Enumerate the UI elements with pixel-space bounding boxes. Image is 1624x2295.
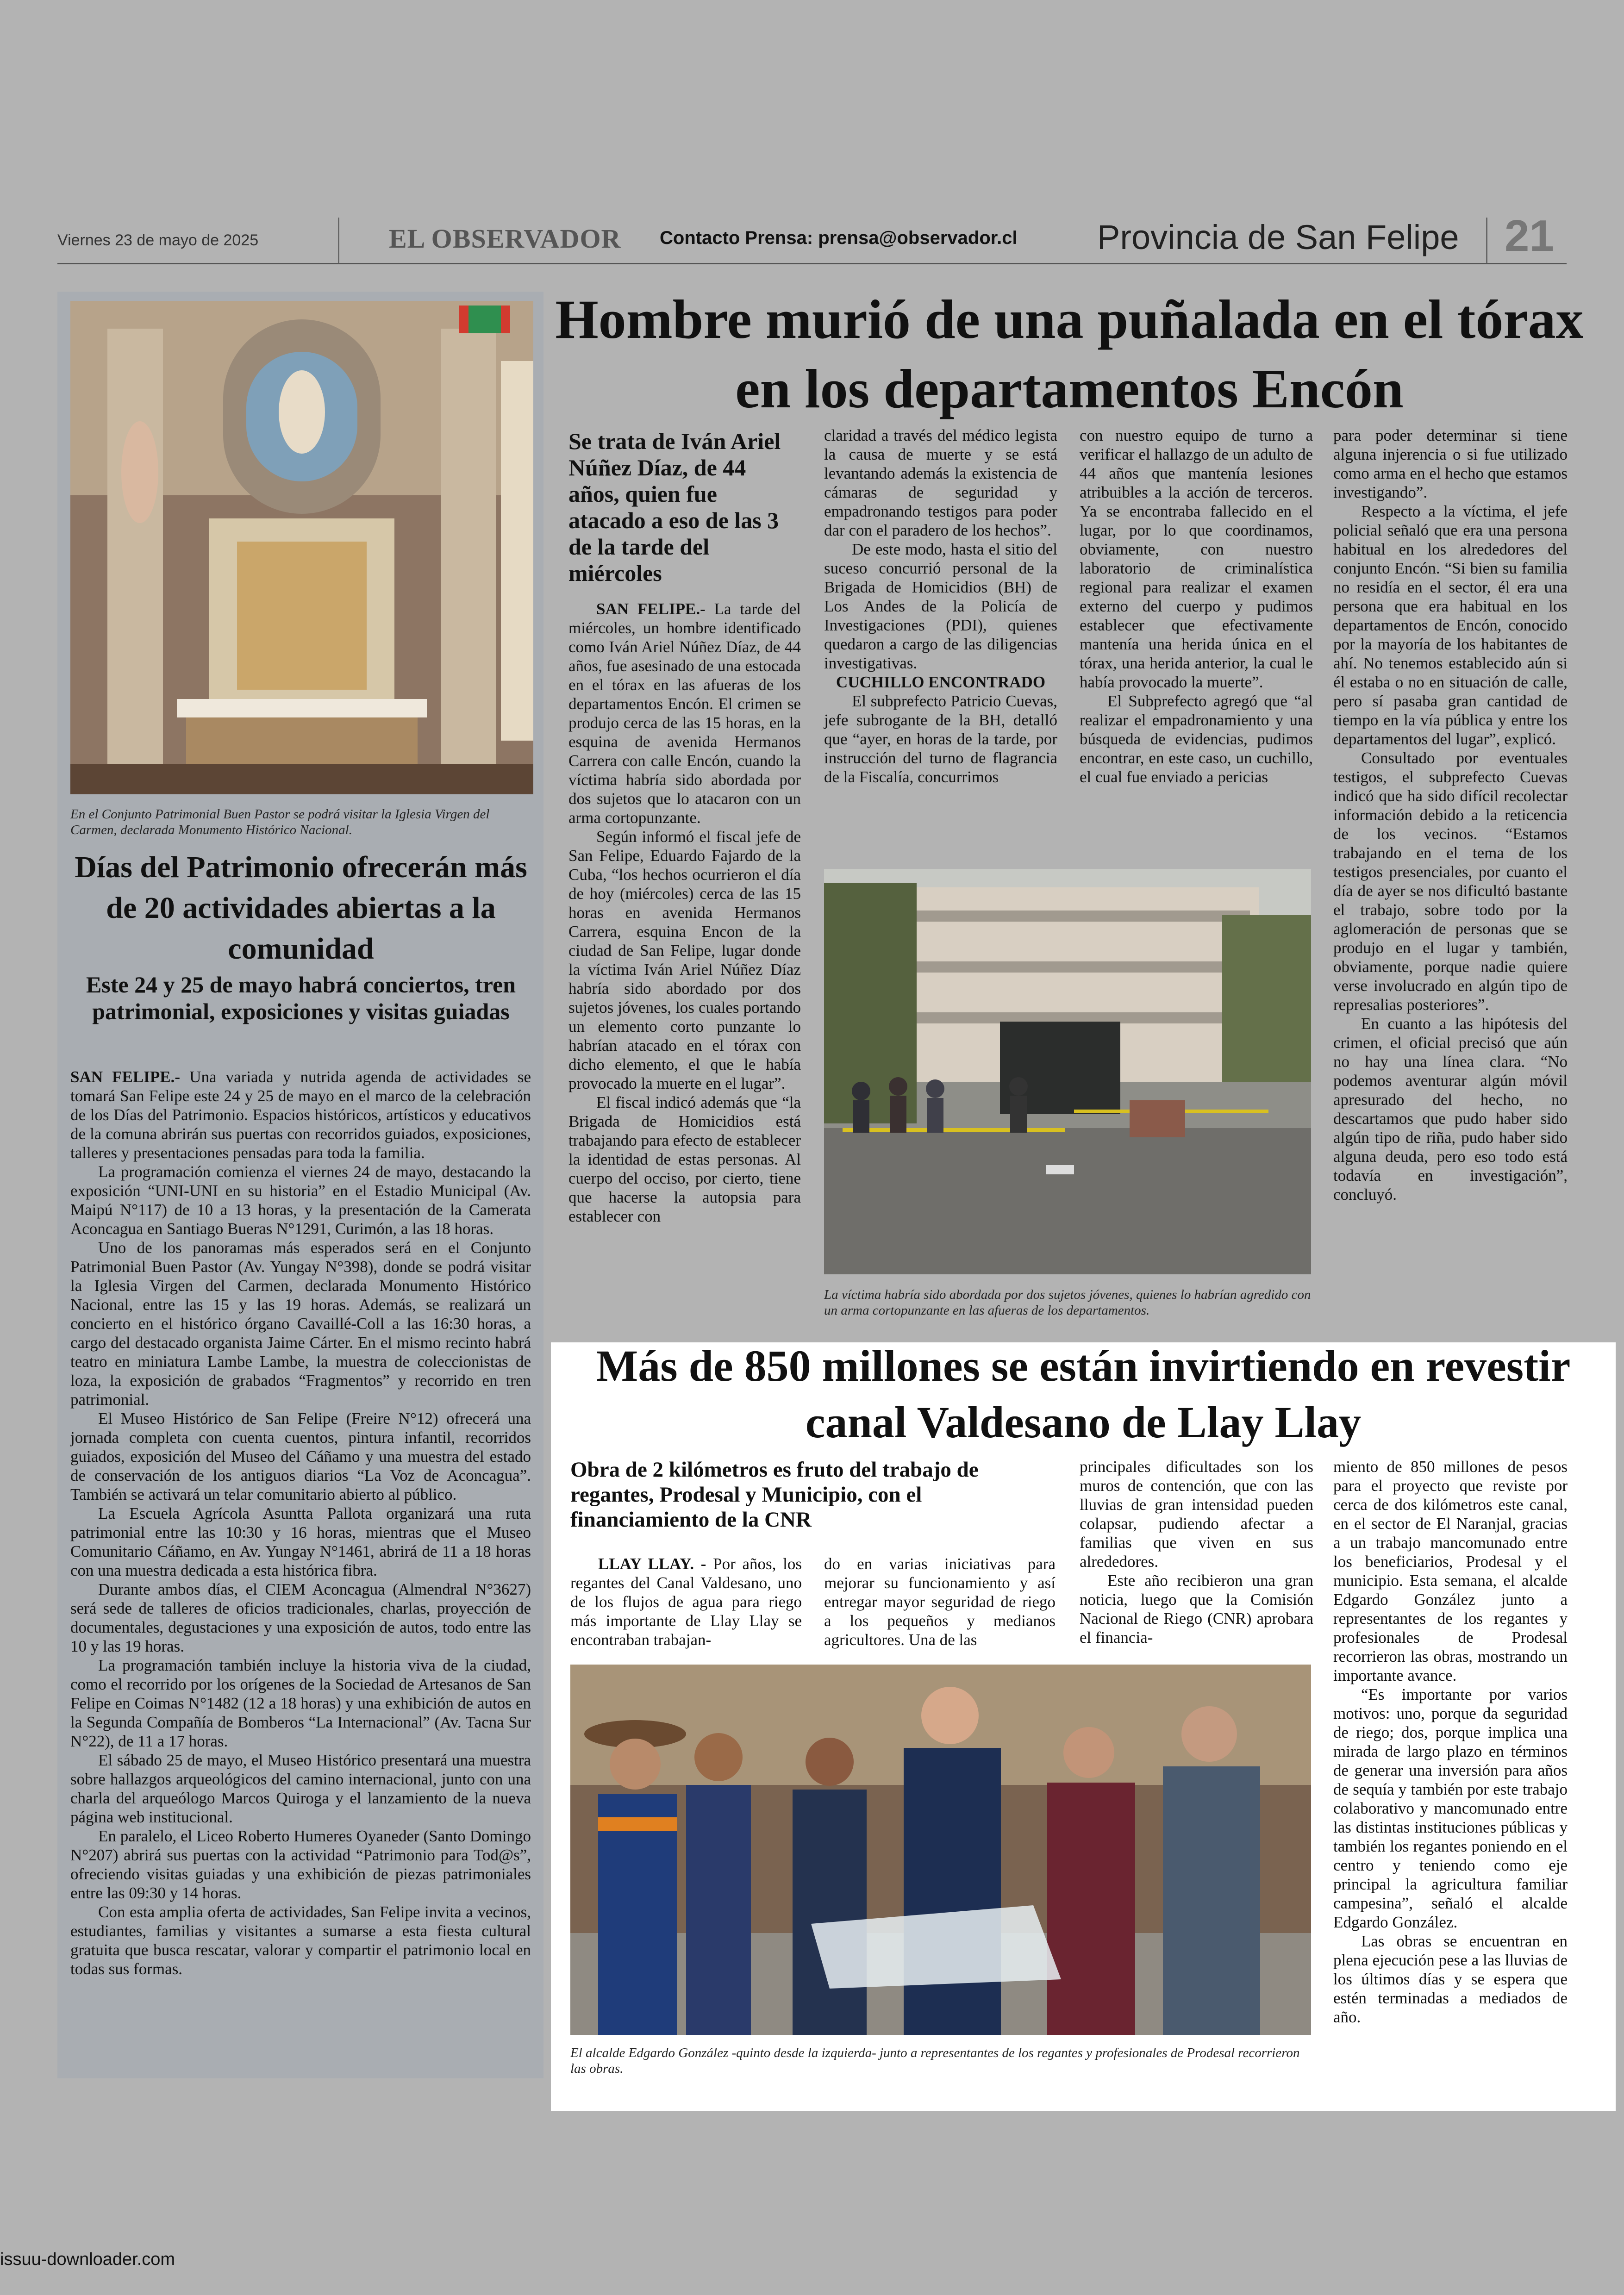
canal-paragraph: miento de 850 millones de pesos para el proyecto que reviste por cerca de dos kilómetros este canal, en el sector de El Naranjal, gracias a un trabajo mancomunado entre los beneficiarios, Prodesal y el municipio. Esta semana, el alcalde Edgardo González junto a representantes de los regantes y profesionales de Prodesal recorrieron las obras, mostrando un importante avance. xyxy=(1333,1458,1568,1684)
crime-paragraph: Consultado por eventuales testigos, el subprefecto Cuevas indicó que ha sido difícil recolectar información debido a la reticencia de los vecinos. “Estamos trabajando en el tema de los testigos presenciales, por cuanto el día de ayer se nos dificultó bastante el trabajo, sobre todo por la aglomeración de personas que se produjo en el lugar y también, obviamente, porque nadie quiere verse involucrado en algún tipo de represalias posteriores”. xyxy=(1333,749,1568,1014)
crime-subheading: CUCHILLO ENCONTRADO xyxy=(836,673,1046,691)
header-divider xyxy=(338,218,339,264)
canal-column-4 xyxy=(1333,1457,1568,2027)
heritage-article-body xyxy=(70,1067,531,1978)
watermark-text: issuu-downloader.com xyxy=(0,2250,175,2269)
crime-headline: Hombre murió de una puñalada en el tórax en los departamentos Encón xyxy=(555,288,1584,419)
chapel-photo-caption: En el Conjunto Patrimonial Buen Pastor se podrá visitar la Iglesia Virgen del Carmen, declarada Monumento Histórico Nacional. xyxy=(70,807,490,837)
crime-paragraph: - La tarde del miércoles, un hombre identificado como Iván Ariel Núñez Díaz, de 44 años, fue asesinado de una estocada en el tórax en las afueras de los departamentos Encón. El crimen se produjo cerca de las 15 horas, en la esquina de avenida Hermanos Carrera con calle Encón, cuando la víctima habría sido abordada por dos sujetos que lo atacaron con un arma cortopunzante. xyxy=(568,600,801,827)
crime-paragraph: De este modo, hasta el sitio del suceso concurrió personal de la Brigada de Homicidios (BH) de Los Andes de la Policía de Investigaciones (PDI), quienes quedaron a cargo de las diligencias investigativas. xyxy=(824,540,1057,672)
crime-paragraph: Según informó el fiscal jefe de San Felipe, Eduardo Fajardo de la Cuba, “los hechos ocurrieron el día de hoy (miércoles) cerca de las 15 horas en avenida Hermanos Carrera, esquina Encon de la ciudad de San Felipe, lugar donde la víctima Iván Ariel Núñez Díaz habría sido abordado por dos sujetos jóvenes, los cuales portando un elemento corto punzante lo habrían atacado en el tórax con dicho elemento, el que le había provocado la muerte en el lugar”. xyxy=(568,828,801,1092)
crime-dateline: SAN FELIPE. xyxy=(596,600,700,618)
canal-paragraph: do en varias iniciativas para mejorar su funcionamiento y así entregar mayor seguridad de riego a los pequeños y medianos agricultores. Una de las xyxy=(824,1555,1056,1649)
crime-column-3 xyxy=(1080,426,1313,786)
heritage-paragraph: La programación comienza el viernes 24 de mayo, destacando la exposición “UNI-UNI en su historia” en el Estadio Municipal (Av. Maipú N°117) de 10 a 13 horas, y la presentación de la Camerata Aconcagua en Santiago Bueras N°1291, Curimón, a las 18 horas. xyxy=(70,1163,531,1238)
header-rule xyxy=(57,263,1567,264)
crime-scene-illustration xyxy=(824,869,1311,1274)
heritage-dateline: SAN FELIPE.- xyxy=(70,1068,181,1086)
heritage-headline: Días del Patrimonio ofrecerán más de 20 actividades abiertas a la comunidad xyxy=(75,850,527,966)
crime-column-4 xyxy=(1333,426,1568,1204)
crime-paragraph: El Subprefecto agregó que “al realizar el empadronamiento y una búsqueda de evidencias, pudimos encontrar, en este caso, un cuchillo, el cual fue enviado a pericias xyxy=(1080,692,1313,786)
crime-photo-caption: La víctima habría sido abordada por dos sujetos jóvenes, quienes lo habrían agredido con un arma cortopunzante en las afueras de los departamentos. xyxy=(824,1287,1311,1318)
chapel-illustration xyxy=(70,301,533,794)
heritage-paragraph: El sábado 25 de mayo, el Museo Histórico presentará una muestra sobre hallazgos arqueológicos del camino internacional, junto con una charla del arqueólogo Marcos Quiroga y el lanzamiento de la nueva página web institucional. xyxy=(70,1751,531,1826)
heritage-paragraph-text: Una variada y nutrida agenda de actividades se tomará San Felipe este 24 y 25 de mayo en el marco de la celebración de los Días del Patrimonio. Espacios históricos, artísticos y educativos de la comuna abrirán sus puertas con recorridos guiados, exposiciones, talleres y presentaciones pensadas para toda la familia. xyxy=(70,1068,531,1162)
canal-group-illustration xyxy=(570,1665,1311,2035)
crime-paragraph: Respecto a la víctima, el jefe policial señaló que era una persona habitual en los alrededores del conjunto Encón. “Si bien su familia no residía en el sector, él era una persona que era habitual en los departamentos de Encón, conocido por la mayoría de los habitantes de ahí. No tenemos establecido aún si él estaba o no en situación de calle, pero sí pasaba gran cantidad de tiempo en la vía pública y entre los departamentos del lugar”, explicó. xyxy=(1333,502,1568,748)
header-divider xyxy=(1486,218,1487,264)
crime-paragraph: para poder determinar si tiene alguna injerencia o si fue utilizado como arma en el hecho que estamos investigando”. xyxy=(1333,426,1568,501)
canal-paragraph: “Es importante por varios motivos: uno, porque da seguridad de riego; dos, porque implica una mirada de largo plazo en términos de generar una inversión para años de sequía y también por este trabajo colaborativo y mancomunado entre las distintas instituciones públicas y también los regantes poniendo en el centro y teniendo como eje principal la agricultura familiar campesina”, señaló el alcalde Edgardo González. xyxy=(1333,1685,1568,1931)
canal-group-photo xyxy=(570,1665,1311,2035)
canal-headline: Más de 850 millones se están invirtiendo en revestir canal Valdesano de Llay Llay xyxy=(596,1341,1571,1447)
crime-column-1 xyxy=(568,599,801,1226)
chapel-photo xyxy=(70,301,533,794)
crime-paragraph: En cuanto a las hipótesis del crimen, el oficial precisó que aún no hay una línea clara. “No podemos aventurar algún móvil apresurado del hecho, no descartamos que pudo haber sido algún tipo de riña, pudo haber sido alguna deuda, pero eso todo está todavía en investigación”, concluyó. xyxy=(1333,1015,1568,1204)
press-contact: Contacto Prensa: prensa@observador.cl xyxy=(660,228,1018,248)
crime-paragraph: El subprefecto Patricio Cuevas, jefe subrogante de la BH, detalló que “ayer, en horas de la tarde, por instrucción del turno de flagrancia de la Fiscalía, concurrimos xyxy=(824,692,1057,786)
canal-photo-caption: El alcalde Edgardo González -quinto desde la izquierda- junto a representantes de los regantes y profesionales de Prodesal recorrieron las obras. xyxy=(570,2046,1300,2076)
canal-paragraph: Por años, los regantes del Canal Valdesano, uno de los flujos de agua para riego más importante de Llay Llay se encontraban trabajan- xyxy=(570,1555,802,1649)
crime-deck: Se trata de Iván Ariel Núñez Díaz, de 44 años, quien fue atacado a eso de las 3 de la tarde del miércoles xyxy=(568,428,781,586)
canal-column-1 xyxy=(570,1554,802,1649)
crime-paragraph: claridad a través del médico legista la causa de muerte y se está levantando además la existencia de cámaras de seguridad y empadronando testigos para poder dar con el paradero de los hechos”. xyxy=(824,426,1057,539)
page-number: 21 xyxy=(1505,211,1554,261)
heritage-paragraph: Con esta amplia oferta de actividades, San Felipe invita a vecinos, estudiantes, familias y visitantes a sumarse a esta fiesta cultural gratuita que busca rescatar, valorar y compartir el patrimonio local en todas sus formas. xyxy=(70,1903,531,1978)
canal-dateline: LLAY LLAY. - xyxy=(598,1555,706,1573)
canal-column-3 xyxy=(1080,1457,1313,1647)
canal-paragraph: Las obras se encuentran en plena ejecución pese a las lluvias de los últimos días y se espera que estén terminadas a mediados de año. xyxy=(1333,1932,1568,2026)
newspaper-name: EL OBSERVADOR xyxy=(389,224,621,254)
section-name: Provincia de San Felipe xyxy=(1097,218,1459,256)
heritage-subhead: Este 24 y 25 de mayo habrá conciertos, tren patrimonial, exposiciones y visitas guiadas xyxy=(86,972,516,1024)
canal-column-2 xyxy=(824,1554,1056,1649)
issue-date: Viernes 23 de mayo de 2025 xyxy=(57,231,259,249)
crime-paragraph: con nuestro equipo de turno a verificar el hallazgo de un adulto de 44 años que mantenía lesiones atribuibles a la acción de terceros. Ya se encontraba fallecido en el lugar, por lo que coordinamos, obviamente, con nuestro laboratorio de criminalística regional para realizar el examen externo del cuerpo y pudimos establecer que efectivamente mantenía una herida única en el tórax, una herida anterior, la cual le había provocado la muerte”. xyxy=(1080,426,1313,691)
heritage-paragraph: La Escuela Agrícola Asuntta Pallota organizará una ruta patrimonial entre las 10:30 y 16 horas, mientras que el Museo Comunitario Cáñamo, en Av. Yungay N°1461, abrirá de 11 a 18 horas con una muestra dedicada a esta histórica fibra. xyxy=(70,1504,531,1579)
heritage-paragraph xyxy=(70,1067,531,1162)
crime-paragraph: El fiscal indicó además que “la Brigada de Homicidios está trabajando para efecto de establecer la identidad de estas personas. Al cuerpo del occiso, por cierto, tiene que hacerse la autopsia para establecer con xyxy=(568,1093,801,1225)
crime-column-2 xyxy=(824,426,1057,786)
heritage-paragraph: En paralelo, el Liceo Roberto Humeres Oyaneder (Santo Domingo N°207) abrirá sus puertas con la actividad “Patrimonio para Tod@s”, ofreciendo visitas guiadas y una exhibición de piezas patrimoniales entre las 09:30 y 14 horas. xyxy=(70,1827,531,1902)
heritage-paragraph: Durante ambos días, el CIEM Aconcagua (Almendral N°3627) será sede de talleres de oficios tradicionales, charlas, proyección de documentales, degustaciones y una exposición de autos, todo entre las 10 y las 19 horas. xyxy=(70,1580,531,1655)
canal-paragraph: principales dificultades son los muros de contención, que con las lluvias de gran intensidad pueden colapsar, pudiendo afectar a familias que viven en sus alrededores. xyxy=(1080,1458,1313,1571)
crime-scene-photo xyxy=(824,869,1311,1274)
heritage-paragraph: El Museo Histórico de San Felipe (Freire N°12) ofrecerá una jornada completa con cuenta cuentos, pintura infantil, recorridos guiados, exposición del Museo del Cáñamo y una muestra del estado de conservación de los antiguos diarios “La Voz de Aconcagua”. También se activará un telar comunitario abierto al público. xyxy=(70,1409,531,1503)
canal-paragraph: Este año recibieron una gran noticia, luego que la Comisión Nacional de Riego (CNR) aprobara el financia- xyxy=(1080,1572,1313,1646)
heritage-paragraph: La programación también incluye la historia viva de la ciudad, como el recorrido por los orígenes de la Sociedad de Artesanos de San Felipe en Coimas N°1482 (12 a 18 horas) y una exhibición de autos en la Segunda Compañía de Bomberos “La Internacional” (Av. Tacna Sur N°22), de 11 a 17 horas. xyxy=(70,1656,531,1750)
heritage-paragraph: Uno de los panoramas más esperados será en el Conjunto Patrimonial Buen Pastor (Av. Yungay N°398), donde se podrá visitar la Iglesia Virgen del Carmen, declarada Monumento Histórico Nacional, entre las 15 y las 19 horas. Además, se realizará un concierto en el histórico órgano Cavaillé-Coll a las 16:30 horas, a cargo del destacado organista Jaime Cárter. En el mismo recinto habrá teatro en miniatura Lambe Lambe, la muestra de coleccionistas de loza, la exposición de grabados “Fragmentos” y recorrido en tren patrimonial. xyxy=(70,1239,531,1409)
canal-deck: Obra de 2 kilómetros es fruto del trabajo de regantes, Prodesal y Municipio, con el financiamiento de la CNR xyxy=(570,1458,979,1532)
